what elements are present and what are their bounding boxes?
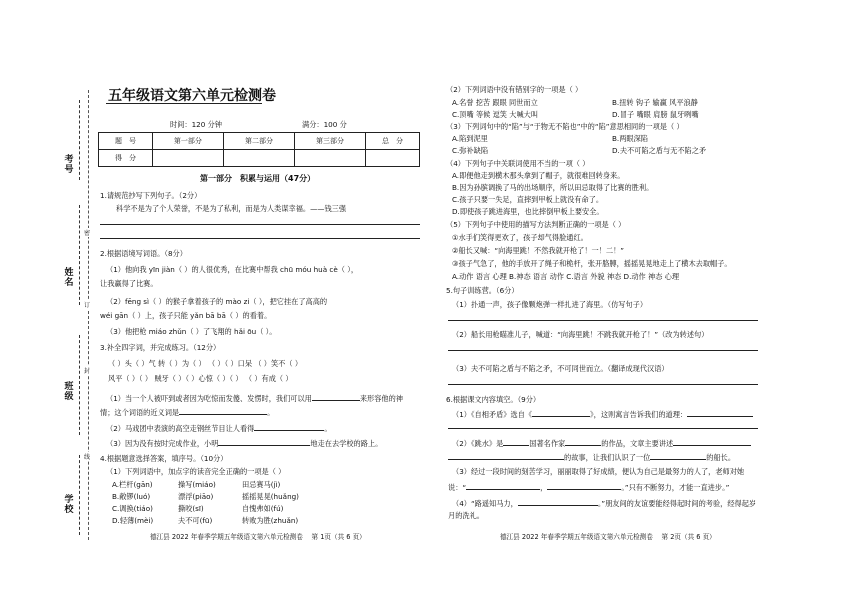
- q5-title: 5.句子训练营。（6分）: [446, 286, 519, 295]
- q2-line-3: （2）fēng sì（ ）的猴子拿着孩子的 mào zi（ ），把它挂在了高高的: [106, 297, 328, 306]
- part1-title: 第一部分 积累与运用（47分）: [200, 174, 316, 183]
- seal-char-xian: 封: [84, 368, 91, 375]
- q3-sub-3-text: （3）因为没有按时完成作业，小明: [106, 439, 219, 448]
- q3-blank-3[interactable]: [254, 422, 324, 431]
- q3-sub-1b-text: 情；这个词语的近义词是: [100, 408, 180, 417]
- q4-option-b-3: 摇摇晃晃(huǎng): [242, 492, 299, 501]
- q3-sub-1b: 情；这个词语的近义词是 。: [100, 408, 275, 417]
- q6-sub-1-text: （1）《自相矛盾》选自《: [452, 410, 533, 419]
- q4-option-a-1: A.栏杆(gān): [112, 480, 153, 489]
- q4-5-options: A.动作 语言 心理 B.神态 语言 动作 C.语言 外貌 神态 D.动作 神态 心理: [452, 272, 680, 281]
- q6-blank-8[interactable]: [466, 481, 540, 490]
- q2-line-4: wéi gān（ ）上，孩子只能 yǎn bā bā（ ）的看着。: [100, 311, 272, 320]
- q3-sub-3: [106, 437, 382, 449]
- q4-5-stem: （5）下列句子中使用的描写方法判断正确的一项是（ ）: [446, 220, 626, 229]
- q3-sub-1: [106, 392, 403, 404]
- q5-sub-1: （1）扑通一声，孩子像颗炮弹一样扎进了海里。（仿写句子）: [452, 300, 648, 309]
- q2-line-2: 让我赢得了比赛。: [100, 279, 158, 288]
- th-part1: 第一部分: [152, 133, 223, 150]
- q4-option-b-1: B.敞锣(luó): [112, 492, 151, 501]
- th-question: 题 号: [99, 133, 153, 150]
- q1-answer-line-1[interactable]: [100, 224, 420, 225]
- q6-blank-5[interactable]: [673, 437, 751, 446]
- score-table: [98, 132, 420, 167]
- q6-sub-2b: [448, 451, 735, 463]
- th-total: 总 分: [366, 133, 420, 150]
- q6-sub-3: （3）经过一段时间的刻苦学习，丽丽取得了好成绩，便认为自己是最努力的人了，老师对她: [452, 467, 745, 476]
- q4-2-opt-b: B.扭转 钩子 输赢 风平浪静: [612, 98, 698, 107]
- q1-title: 1.请规范抄写下列句子。（2分）: [100, 191, 202, 200]
- q6-sub-4-tail: 。”朋友间的友谊要能经得起时间的考验，经得起岁: [597, 499, 757, 508]
- q1-text: 科学不是为了个人荣誉，不是为了私利，而是为人类谋幸福。——钱三强: [116, 204, 347, 213]
- q6-sub-2-mid2: 的作品，文章主要讲述: [601, 439, 674, 448]
- q6-blank-4[interactable]: [565, 437, 601, 446]
- q4-2-opt-a: A.名誉 挖苦 跟眼 同世而立: [452, 98, 538, 107]
- th-part2: 第二部分: [223, 133, 294, 150]
- q4-2-opt-c: C.顶嘴 等候 逗笑 大喊大叫: [452, 110, 539, 119]
- q4-3-opt-a: A.陷到泥里: [452, 134, 488, 143]
- q6-blank-10[interactable]: [518, 497, 598, 506]
- q6-answer-line-1[interactable]: [448, 428, 758, 429]
- score-cell-total[interactable]: [366, 150, 420, 167]
- q4-5-sent-3: ③孩子气急了，他的手放开了绳子和桅杆，张开胳膊，摇摇晃晃地走上了横木去取帽子。: [452, 259, 732, 268]
- q4-option-a-3: 田忌赛马(jì): [242, 480, 281, 489]
- q2-title: 2.根据语境写词语。（8分）: [100, 249, 187, 258]
- q4-option-c-3: 自愧弗如(fú): [242, 504, 284, 513]
- q6-sub-3b-text: 说：“: [448, 483, 467, 492]
- q4-3-stem: （3）下列词句中的“陷”与“于物无不陷也”中的“陷”意思相同的一项是（ ）: [446, 122, 684, 131]
- q2-line-1: （1）他向我 yīn jiàn（ ）的人很优秀，在比赛中帮我 chū móu huà cè（ ），: [106, 265, 359, 274]
- q4-2-stem: （2）下列词语中没有错别字的一项是（ ）: [446, 85, 583, 94]
- q5-answer-line-2[interactable]: [448, 350, 758, 351]
- q3-sub-3-tail: 地走在去学校的路上。: [310, 439, 383, 448]
- seal-char-mi: 密: [84, 230, 91, 237]
- q5-sub-2: （2）船长用枪瞄准儿子，喊道：“向海里跳！不跳我就开枪了！”（改为转述句）: [452, 330, 709, 339]
- exam-time: 时间：120 分钟: [170, 120, 222, 129]
- q3-title: 3.补全四字词，并完成练习。（12分）: [100, 343, 221, 352]
- th-part3: 第三部分: [295, 133, 366, 150]
- q4-4-opt-c: C.孩子只要一失足，直摔到甲板上就没有命了。: [452, 195, 604, 204]
- q3-blank-1[interactable]: [312, 392, 360, 401]
- q4-option-c-2: 撕咬(sī): [178, 504, 204, 513]
- q3-idioms-1: （ ）头（ ）气 转（ ）为（ ） （ ）（ ）口呆 （ ）笑不（ ）: [108, 359, 303, 368]
- q4-option-b-2: 漂浮(piāo): [178, 492, 214, 501]
- q4-option-a-2: 操写(miáo): [178, 480, 216, 489]
- q6-blank-7[interactable]: [650, 451, 706, 460]
- q4-4-opt-a: A.即便他走到横木那头拿到了帽子，就很难回转身来。: [452, 171, 625, 180]
- q6-blank-1[interactable]: [532, 408, 590, 417]
- q6-sub-4b: 月的洗礼。: [448, 511, 484, 520]
- q4-3-opt-c: C.弥补缺陷: [452, 146, 489, 155]
- seal-char-ding: 线: [84, 454, 91, 461]
- label-xingming: 姓名: [64, 268, 74, 288]
- q4-option-d-1: D.轻薄(mèi): [112, 516, 154, 525]
- q6-sub-2b-tail: 的船长。: [706, 453, 736, 462]
- q6-sub-2-mid1: 国著名作家: [529, 439, 566, 448]
- q4-option-d-3: 转败为胜(zhuǎn): [242, 516, 299, 525]
- td-score-label: 得 分: [99, 150, 153, 167]
- q6-sub-4: [452, 497, 756, 509]
- q6-sub-1: [452, 408, 753, 420]
- q6-sub-3b-tail: 。”只有不断努力，才能一直进步。”: [621, 483, 730, 492]
- q4-5-sent-2: ②船长又喊：“向海里跳！不然我就开枪了！一！二！”: [452, 246, 625, 255]
- score-table-row: [99, 150, 420, 167]
- title-underline: [106, 103, 262, 104]
- label-kaohao: 考号: [64, 155, 74, 175]
- q4-3-opt-b: B.两眼深陷: [612, 134, 648, 143]
- score-table-header: [99, 133, 420, 150]
- q6-blank-6[interactable]: [448, 451, 564, 460]
- q6-sub-3b-sep: ，: [540, 483, 548, 492]
- exam-title: 五年级语文第六单元检测卷: [108, 88, 276, 104]
- q2-line-5: （3）他把枪 miáo zhǔn（ ）了飞翔的 hǎi ōu（ ）。: [106, 327, 277, 336]
- q6-sub-1-mid: 》，这则寓言告诉我们的道理：: [590, 410, 688, 419]
- seal-char-feng: 订: [84, 302, 91, 309]
- label-banji: 班级: [64, 382, 74, 402]
- q5-answer-line-1[interactable]: [448, 320, 758, 321]
- q4-option-d-2: 夫不可(fū): [178, 516, 213, 525]
- name-line-kaohao: [79, 100, 80, 180]
- q6-sub-4-text: （4）“路遥知马力，: [452, 499, 518, 508]
- q4-4-stem: （4）下列句子中关联词使用不当的一项（ ）: [446, 159, 590, 168]
- q3-sub-1-text: （1）当一个人被吓到或者因为吃惊而发傻、发愣时，我们可以用: [106, 394, 312, 403]
- q4-2-opt-d: D.冒子 嘴眼 肩膀 鼠牙咧嘴: [612, 110, 699, 119]
- q6-title: 6.根据课文内容填空。（9分）: [446, 395, 541, 404]
- q1-answer-line-2[interactable]: [100, 238, 420, 239]
- name-line-xuexiao: [79, 455, 80, 535]
- q3-sub-1-tail: 来形容他的神: [359, 394, 403, 403]
- q3-blank-4[interactable]: [218, 437, 310, 446]
- left-footer: 德江县 2022 年春季学期五年级语文第六单元检测卷 第 1页（共 6 页）: [150, 533, 366, 541]
- q6-sub-2-text: （2）《跳水》是: [452, 439, 504, 448]
- q6-sub-2: [452, 437, 751, 449]
- score-cell-part1[interactable]: [152, 150, 223, 167]
- q4-sub-1: （1）下列词语中，加点字的读音完全正确的一项是（ ）: [106, 467, 286, 476]
- q3-blank-2[interactable]: [179, 406, 267, 415]
- right-footer: 德江县 2022 年春季学期五年级语文第六单元检测卷 第 2页（共 6 页）: [500, 533, 716, 541]
- q5-sub-3: （3）夫不可陷之盾与不陷之矛，不可同世而立。（翻译成现代汉语）: [452, 364, 669, 373]
- q4-title: 4.根据题意选择答案，填序号。（10分）: [100, 454, 228, 463]
- score-cell-part3[interactable]: [295, 150, 366, 167]
- score-cell-part2[interactable]: [223, 150, 294, 167]
- seal-line: [88, 90, 89, 540]
- exam-total-score: 满分：100 分: [302, 120, 347, 129]
- q6-sub-2b-mid: 的故事，让我们认识了一位: [564, 453, 651, 462]
- q4-4-opt-d: D.即使孩子跳进海里，也比摔倒甲板上要安全。: [452, 207, 604, 216]
- q5-answer-line-3[interactable]: [448, 384, 758, 385]
- q3-sub-2: （2）马戏团中表演的高空走钢丝节目让人看得 。: [106, 424, 332, 433]
- q3-sub-2-text: （2）马戏团中表演的高空走钢丝节目让人看得: [106, 424, 255, 433]
- q3-idioms-2: 风平（ ）（ ） 贼牙（ ）（ ）心惊（ ）（ ） （ ）有成（ ）: [108, 374, 293, 383]
- q6-blank-9[interactable]: [547, 481, 621, 490]
- q4-3-opt-d: D.夫不可陷之盾与无不陷之矛: [612, 146, 707, 155]
- q4-option-c-1: C.调换(tiáo): [112, 504, 153, 513]
- q4-5-sent-1: ①水手们笑得更欢了，孩子却气得脸通红。: [452, 233, 588, 242]
- name-line-banji: [79, 335, 80, 435]
- q4-4-opt-b: B.因为孙膑调换了马的出场顺序，所以田忌取得了比赛的胜利。: [452, 183, 654, 192]
- q6-blank-2[interactable]: [687, 408, 753, 417]
- q6-blank-3[interactable]: [503, 437, 529, 446]
- name-line-xingming: [79, 205, 80, 305]
- q6-sub-3b: [448, 481, 729, 493]
- label-xuexiao: 学校: [64, 495, 74, 515]
